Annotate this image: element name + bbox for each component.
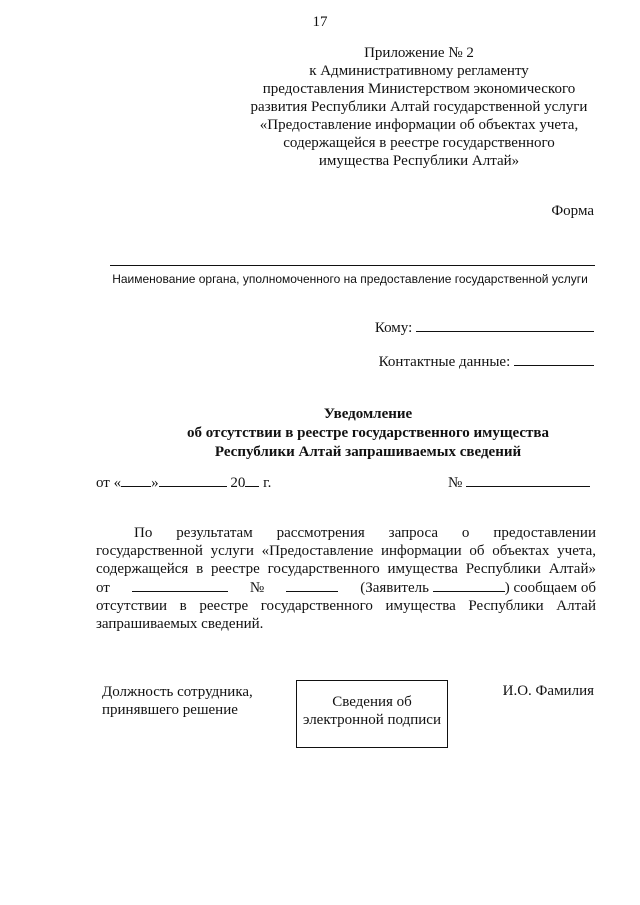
notice-title-line: Уведомление bbox=[323, 406, 413, 422]
date-day-field[interactable] bbox=[121, 473, 151, 487]
signer-position bbox=[102, 683, 253, 719]
signer-position-line: Должность сотрудника, bbox=[102, 684, 253, 700]
appendix-line: имущества Республики Алтай» bbox=[318, 153, 520, 169]
appendix-line: «Предоставление информации об объектах учета, bbox=[259, 117, 579, 133]
body-applicant-group bbox=[360, 578, 596, 597]
appendix-header bbox=[250, 44, 588, 170]
date-suffix: г. bbox=[263, 475, 272, 491]
org-name-line[interactable] bbox=[110, 265, 595, 266]
appendix-line: содержащейся в реестре государственного bbox=[283, 135, 555, 151]
contact-field[interactable] bbox=[514, 352, 594, 366]
applicant-field[interactable] bbox=[433, 578, 505, 592]
appendix-line: к Административному регламенту bbox=[309, 63, 529, 79]
date-row bbox=[96, 473, 271, 492]
request-number-field[interactable] bbox=[286, 578, 338, 592]
notice-title-line: Республики Алтай запрашиваемых сведений bbox=[214, 444, 522, 460]
signer-name: И.О. Фамилия bbox=[502, 683, 594, 699]
body-report: ) сообщаем об bbox=[504, 580, 596, 596]
appendix-line: развития Республики Алтай государственной услуги bbox=[250, 99, 588, 115]
notice-body bbox=[96, 524, 596, 633]
body-line: содержащейся в реестре государственного имущества Республики Алтай» bbox=[96, 561, 596, 577]
body-applicant: (Заявитель bbox=[360, 580, 429, 596]
date-prefix: от « bbox=[96, 475, 122, 491]
body-line: отсутствии в реестре государственного имущества Республики Алтай bbox=[96, 598, 596, 614]
e-signature-box bbox=[296, 680, 448, 748]
body-line: государственной услуги «Предоставление информации об объектах учета, bbox=[96, 543, 596, 559]
date-mid: » bbox=[151, 475, 159, 491]
body-line: По результатам рассмотрения запроса о предоставлении bbox=[134, 525, 596, 541]
date-month-field[interactable] bbox=[159, 473, 227, 487]
notice-title bbox=[96, 405, 640, 462]
form-label: Форма bbox=[551, 203, 594, 219]
body-line-fields bbox=[96, 578, 596, 597]
date-year-field[interactable] bbox=[245, 473, 259, 487]
recipient-row bbox=[375, 318, 594, 337]
e-signature-line: Сведения об bbox=[332, 694, 412, 710]
signer-position-line: принявшего решение bbox=[102, 702, 238, 718]
number-label: № bbox=[448, 475, 463, 491]
org-name-caption: Наименование органа, уполномоченного на предоставление государственной услуги bbox=[112, 272, 588, 286]
number-field[interactable] bbox=[466, 473, 590, 487]
appendix-line: предоставления Министерством экономического bbox=[262, 81, 576, 97]
page-number: 17 bbox=[312, 14, 328, 30]
recipient-label: Кому: bbox=[374, 320, 413, 336]
contact-label: Контактные данные: bbox=[378, 354, 511, 370]
body-no: № bbox=[249, 580, 265, 596]
body-from: от bbox=[96, 580, 110, 596]
request-date-field[interactable] bbox=[132, 578, 228, 592]
notice-title-line: об отсутствии в реестре государственного имущества bbox=[186, 425, 550, 441]
date-year: 20 bbox=[230, 475, 246, 491]
e-signature-line: электронной подписи bbox=[303, 712, 441, 728]
number-row bbox=[448, 473, 590, 492]
recipient-field[interactable] bbox=[416, 318, 594, 332]
body-line: запрашиваемых сведений. bbox=[96, 616, 264, 632]
appendix-line: Приложение № 2 bbox=[364, 45, 474, 61]
contact-row bbox=[379, 352, 594, 371]
